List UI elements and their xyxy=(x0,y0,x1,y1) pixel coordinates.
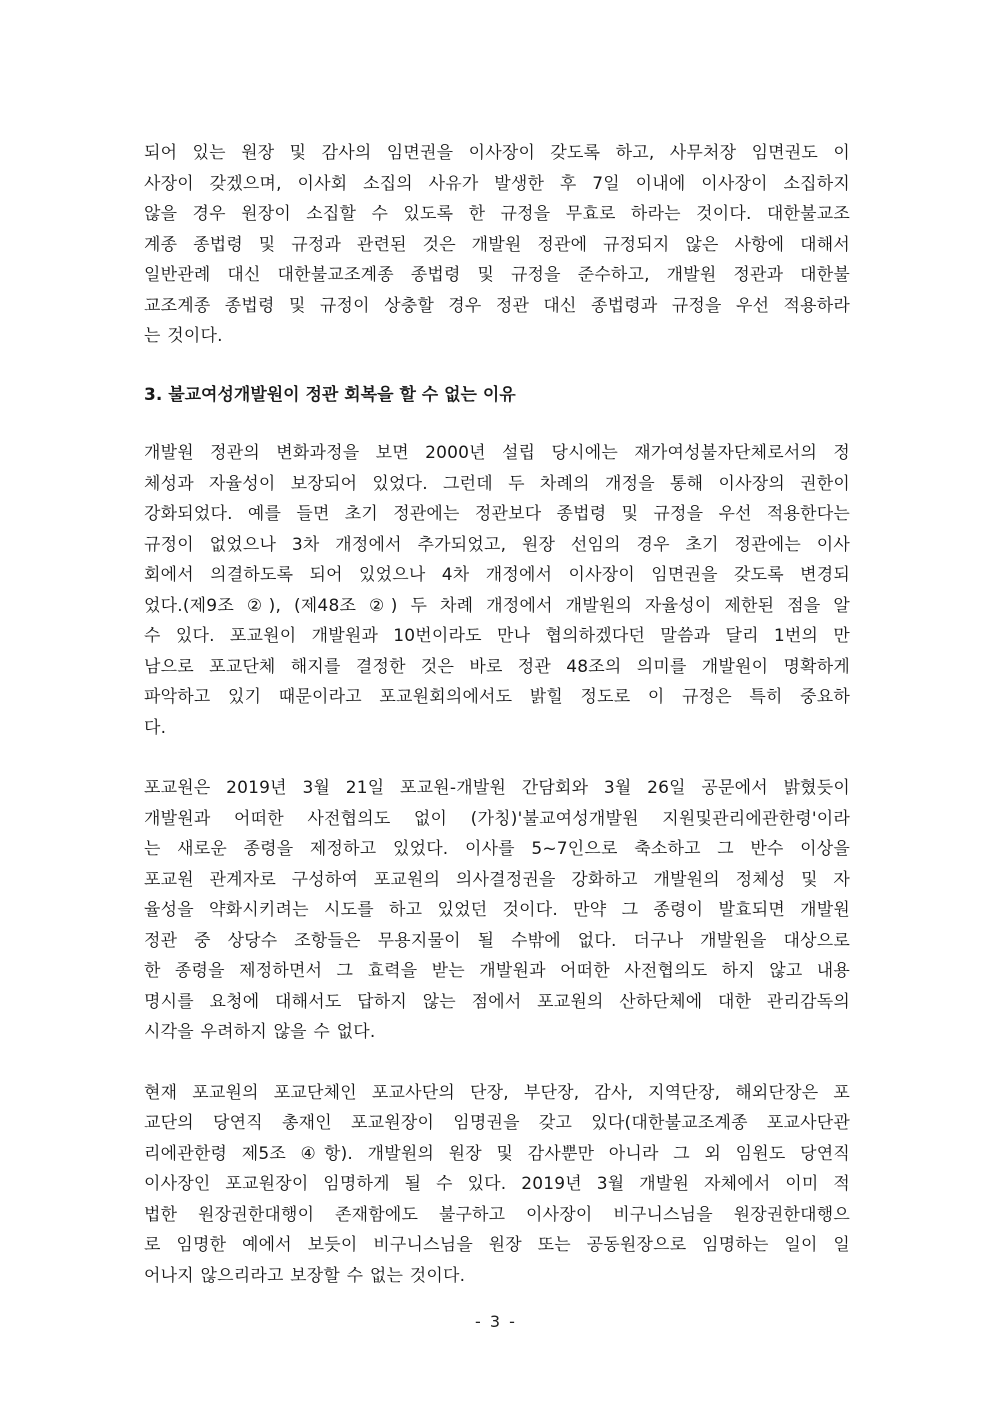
text-line: 었다.(제9조 ②), (제48조 ②) 두 차례 개정에서 개발원의 자율성이 제한된 점을 알 xyxy=(144,595,850,616)
text-line: 교단의 당연직 총재인 포교원장이 임명권을 갖고 있다(대한불교조계종 포교사단관 xyxy=(144,1113,850,1133)
section-heading: 3. 불교여성개발원이 정관 회복을 할 수 없는 이유 xyxy=(144,384,516,405)
intro-paragraph xyxy=(144,138,850,352)
text-line: 명시를 요청에 대해서도 답하지 않는 점에서 포교원의 산하단체에 대한 관리감독의 xyxy=(144,991,850,1012)
text-line: 다. xyxy=(144,717,167,738)
text-line: 포교원 관계자로 구성하여 포교원의 의사결정권을 강화하고 개발원의 정체성 및 자 xyxy=(144,869,850,890)
text-line: 는 새로운 종령을 제정하고 있었다. 이사를 5~7인으로 축소하고 그 반수 이상을 xyxy=(144,839,850,859)
text-line: 어나지 않으리라고 보장할 수 없는 것이다. xyxy=(144,1265,466,1286)
paragraph-3 xyxy=(144,1078,850,1292)
text-line: 일반관례 대신 대한불교조계종 종법령 및 규정을 준수하고, 개발원 정관과 대한불 xyxy=(144,265,850,285)
text-line: 이사장인 포교원장이 임명하게 될 수 있다. 2019년 3월 개발원 자체에서 이미 적 xyxy=(144,1174,850,1194)
paragraph-1 xyxy=(144,438,850,743)
paragraph-2 xyxy=(144,773,850,1048)
page-number: - 3 - xyxy=(475,1312,517,1331)
text-line: 한 종령을 제정하면서 그 효력을 받는 개발원과 어떠한 사전협의도 하지 않고 내용 xyxy=(144,961,850,981)
text-line: 리에관한령 제5조 ④항). 개발원의 원장 및 감사뿐만 아니라 그 외 임원도 당연직 xyxy=(144,1143,850,1164)
text-line: 계종 종법령 및 규정과 관련된 것은 개발원 정관에 규정되지 않은 사항에 대해서 xyxy=(144,234,850,255)
text-line: 포교원은 2019년 3월 21일 포교원-개발원 간담회와 3월 26일 공문에서 밝혔듯이 xyxy=(144,778,850,798)
text-line: 는 것이다. xyxy=(144,326,223,346)
text-line: 현재 포교원의 포교단체인 포교사단의 단장, 부단장, 감사, 지역단장, 해외단장은 포 xyxy=(144,1082,850,1103)
text-line: 시각을 우려하지 않을 수 없다. xyxy=(144,1022,376,1042)
text-line: 파악하고 있기 때문이라고 포교원회의에서도 밝힐 정도로 이 규정은 특히 중요하 xyxy=(144,687,850,707)
text-line: 율성을 약화시키려는 시도를 하고 있었던 것이다. 만약 그 종령이 발효되면 개발원 xyxy=(144,900,850,920)
text-line: 않을 경우 원장이 소집할 수 있도록 한 규정을 무효로 하라는 것이다. 대한불교조 xyxy=(144,204,850,224)
text-line: 강화되었다. 예를 들면 초기 정관에는 정관보다 종법령 및 규정을 우선 적용한다는 xyxy=(144,504,850,524)
text-line: 규정이 없었으나 3차 개정에서 추가되었고, 원장 선임의 경우 초기 정관에는 이사 xyxy=(144,534,850,555)
text-line: 정관 중 상당수 조항들은 무용지물이 될 수밖에 없다. 더구나 개발원을 대상으로 xyxy=(144,930,850,951)
text-line: 체성과 자율성이 보장되어 있었다. 그런데 두 차례의 개정을 통해 이사장의 권한이 xyxy=(144,473,850,494)
text-line: 개발원 정관의 변화과정을 보면 2000년 설립 당시에는 재가여성불자단체로서의 정 xyxy=(144,443,850,463)
text-line: 남으로 포교단체 해지를 결정한 것은 바로 정관 48조의 의미를 개발원이 명확하게 xyxy=(144,656,850,677)
text-line: 회에서 의결하도록 되어 있었으나 4차 개정에서 이사장이 임면권을 갖도록 변경되 xyxy=(144,565,850,585)
text-line: 사장이 갖겠으며, 이사회 소집의 사유가 발생한 후 7일 이내에 이사장이 소집하지 xyxy=(144,173,850,194)
document-body xyxy=(144,138,850,1291)
text-line: 개발원과 어떠한 사전협의도 없이 (가칭)'불교여성개발원 지원및관리에관한령'이라 xyxy=(144,808,850,829)
text-line: 로 임명한 예에서 보듯이 비구니스님을 원장 또는 공동원장으로 임명하는 일이 일 xyxy=(144,1235,850,1255)
text-line: 법한 원장권한대행이 존재함에도 불구하고 이사장이 비구니스님을 원장권한대행으 xyxy=(144,1204,850,1225)
text-line: 되어 있는 원장 및 감사의 임면권을 이사장이 갖도록 하고, 사무처장 임면권도 이 xyxy=(144,143,850,163)
text-line: 교조계종 종법령 및 규정이 상충할 경우 정관 대신 종법령과 규정을 우선 적용하라 xyxy=(144,295,850,316)
text-line: 수 있다. 포교원이 개발원과 10번이라도 만나 협의하겠다던 말씀과 달리 1번의 만 xyxy=(144,626,850,646)
